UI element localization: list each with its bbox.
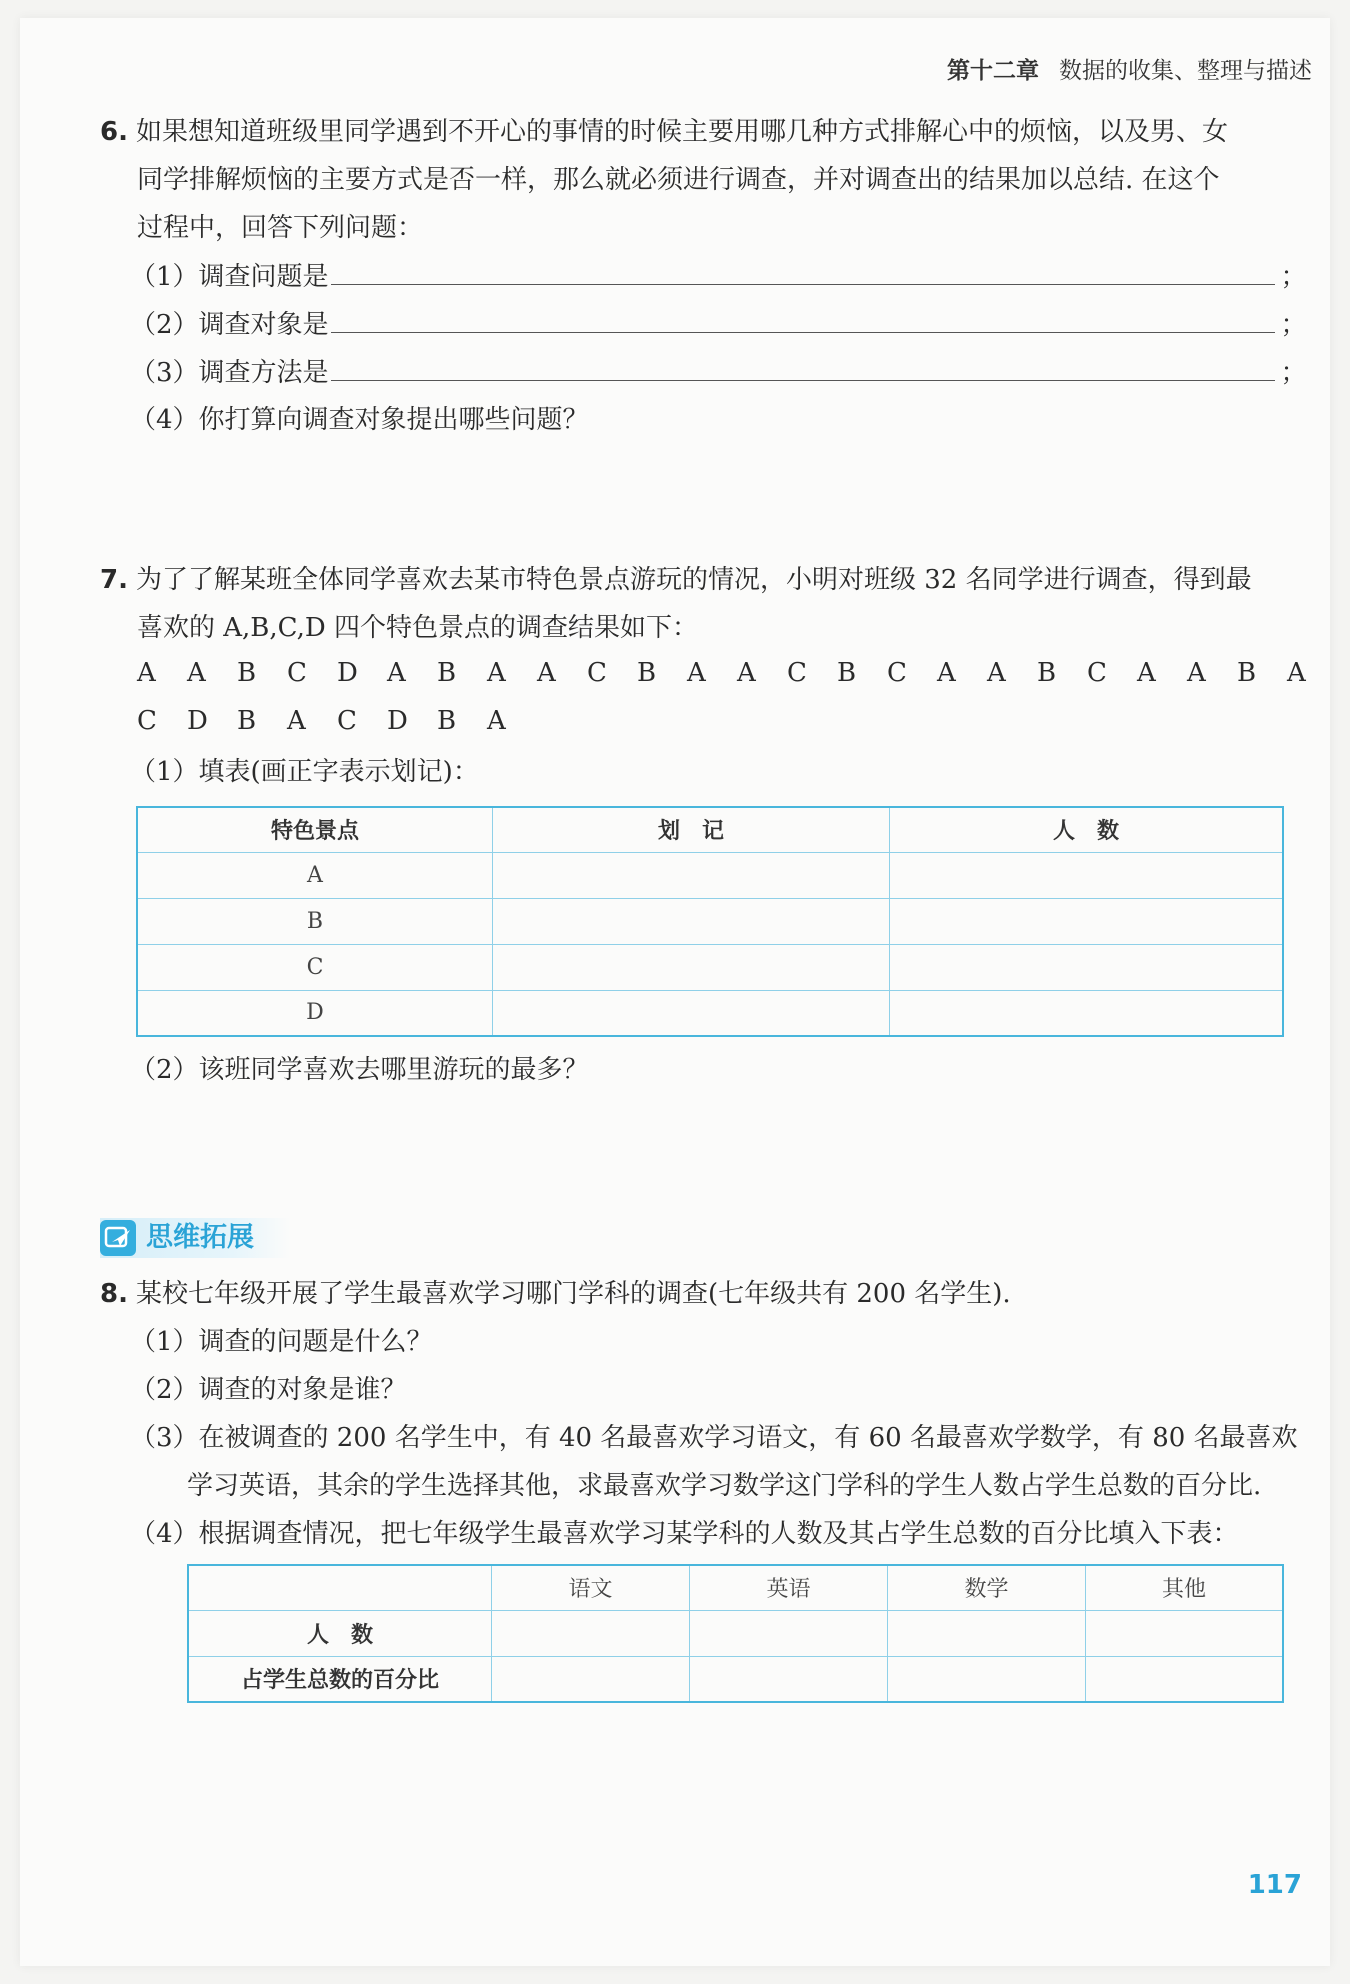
answer-cell[interactable] [888, 1656, 1086, 1702]
table-row [137, 990, 1283, 1036]
survey-letter: A [1187, 658, 1206, 688]
tally-cell[interactable] [493, 990, 890, 1036]
q8-sub2: （2）调查的对象是谁？ [130, 1375, 407, 1405]
survey-letter: A [687, 658, 706, 688]
survey-letter: D [387, 706, 408, 736]
count-cell[interactable] [890, 944, 1284, 990]
q7-letters-row-2 [137, 706, 537, 736]
answer-cell[interactable] [1086, 1610, 1284, 1656]
survey-letter: B [1237, 658, 1257, 688]
answer-cell[interactable] [492, 1610, 690, 1656]
q7-line-2: 喜欢的 A,B,C,D 四个特色景点的调查结果如下： [137, 613, 699, 643]
q6-line-2: 同学排解烦恼的主要方式是否一样，那么就必须进行调查，并对调查出的结果加以总结. 在这个 [137, 165, 1220, 195]
q6-sub4: （4）你打算向调查对象提出哪些问题？ [130, 405, 589, 435]
section-badge [100, 1218, 290, 1258]
q6-line-1: 6. 如果想知道班级里同学遇到不开心的事情的时候主要用哪几种方式排解心中的烦恼，以及男、女 [100, 117, 1228, 147]
table-row [137, 944, 1283, 990]
survey-letter: C [337, 706, 357, 736]
table-header-cell: 其他 [1086, 1565, 1284, 1610]
survey-letter: B [237, 706, 257, 736]
survey-letter: A [487, 658, 506, 688]
q8-sub1: （1）调查的问题是什么？ [130, 1327, 433, 1357]
tally-cell[interactable] [493, 898, 890, 944]
site-label: D [137, 990, 493, 1036]
survey-letter: D [337, 658, 358, 688]
table-header-cell: 划 记 [493, 807, 890, 852]
survey-letter: C [887, 658, 907, 688]
tally-cell[interactable] [493, 944, 890, 990]
survey-letter: A [537, 658, 556, 688]
count-cell[interactable] [890, 990, 1284, 1036]
table-header-cell [188, 1565, 492, 1610]
table-header-cell: 特色景点 [137, 807, 493, 852]
q6-sub1: （1）调查问题是 ； [130, 258, 1307, 295]
survey-letter: B [437, 706, 457, 736]
site-label: B [137, 898, 493, 944]
survey-letter: A [287, 706, 306, 736]
page-number: 117 [1247, 1870, 1302, 1900]
table-row [188, 1656, 1283, 1702]
survey-letter: A [387, 658, 406, 688]
table-row [137, 852, 1283, 898]
table-header-cell: 英语 [690, 1565, 888, 1610]
q6-sub2: （2）调查对象是 ； [130, 306, 1307, 343]
chapter-number: 第十二章 [947, 58, 1039, 84]
survey-letter: A [487, 706, 506, 736]
q7-tally-table [136, 806, 1284, 1037]
tally-cell[interactable] [493, 852, 890, 898]
survey-letter: B [1037, 658, 1057, 688]
table-header-cell: 数学 [888, 1565, 1086, 1610]
q7-letters-row-1 [137, 658, 1337, 688]
count-cell[interactable] [890, 852, 1284, 898]
survey-letter: C [787, 658, 807, 688]
count-cell[interactable] [890, 898, 1284, 944]
q7-line-1: 7. 为了了解某班全体同学喜欢去某市特色景点游玩的情况，小明对班级 32 名同学进行调查，得到最 [100, 565, 1252, 595]
site-label: A [137, 852, 493, 898]
q6-line-3: 过程中，回答下列问题： [137, 213, 424, 243]
row-label: 人 数 [188, 1610, 492, 1656]
survey-letter: B [437, 658, 457, 688]
table-row [137, 898, 1283, 944]
q8-line-1: 8. 某校七年级开展了学生最喜欢学习哪门学科的调查(七年级共有 200 名学生). [100, 1279, 1011, 1309]
q6-answer-blank-1[interactable] [331, 258, 1275, 285]
q6-answer-blank-2[interactable] [331, 306, 1275, 333]
survey-letter: A [187, 658, 206, 688]
table-header-cell: 人 数 [890, 807, 1284, 852]
q8-sub3-line-1: （3）在被调查的 200 名学生中，有 40 名最喜欢学习语文，有 60 名最喜欢学数学，有 80 名最喜欢 [130, 1423, 1298, 1453]
survey-letter: B [837, 658, 857, 688]
chapter-header [947, 52, 1312, 85]
chapter-title: 数据的收集、整理与描述 [1059, 58, 1312, 84]
survey-letter: A [937, 658, 956, 688]
survey-letter: A [737, 658, 756, 688]
answer-cell[interactable] [888, 1610, 1086, 1656]
survey-letter: C [1087, 658, 1107, 688]
section-title: 思维拓展 [146, 1222, 254, 1253]
survey-letter: D [187, 706, 208, 736]
q6-sub3: （3）调查方法是 ； [130, 354, 1307, 391]
q6-answer-blank-3[interactable] [331, 354, 1275, 381]
q8-sub4: （4）根据调查情况，把七年级学生最喜欢学习某学科的人数及其占学生总数的百分比填入下表： [130, 1519, 1239, 1549]
q8-number: 8. [100, 1279, 128, 1309]
q6-number: 6. [100, 117, 128, 147]
q8-subject-table [187, 1564, 1284, 1703]
row-label: 占学生总数的百分比 [188, 1656, 492, 1702]
paper-plane-icon [100, 1220, 136, 1256]
survey-letter: C [287, 658, 307, 688]
survey-letter: A [1137, 658, 1156, 688]
survey-letter: A [137, 658, 156, 688]
survey-letter: C [587, 658, 607, 688]
table-row [188, 1610, 1283, 1656]
answer-cell[interactable] [690, 1610, 888, 1656]
q7-sub1: （1）填表(画正字表示划记)： [130, 757, 479, 787]
site-label: C [137, 944, 493, 990]
answer-cell[interactable] [1086, 1656, 1284, 1702]
survey-letter: A [1287, 658, 1306, 688]
survey-letter: B [237, 658, 257, 688]
q8-sub3-line-2: 学习英语，其余的学生选择其他，求最喜欢学习数学这门学科的学生人数占学生总数的百分比. [187, 1471, 1262, 1501]
q7-sub2: （2）该班同学喜欢去哪里游玩的最多？ [130, 1055, 589, 1085]
q7-number: 7. [100, 565, 128, 595]
survey-letter: A [987, 658, 1006, 688]
survey-letter: B [637, 658, 657, 688]
answer-cell[interactable] [690, 1656, 888, 1702]
survey-letter: C [137, 706, 157, 736]
table-header-cell: 语文 [492, 1565, 690, 1610]
answer-cell[interactable] [492, 1656, 690, 1702]
